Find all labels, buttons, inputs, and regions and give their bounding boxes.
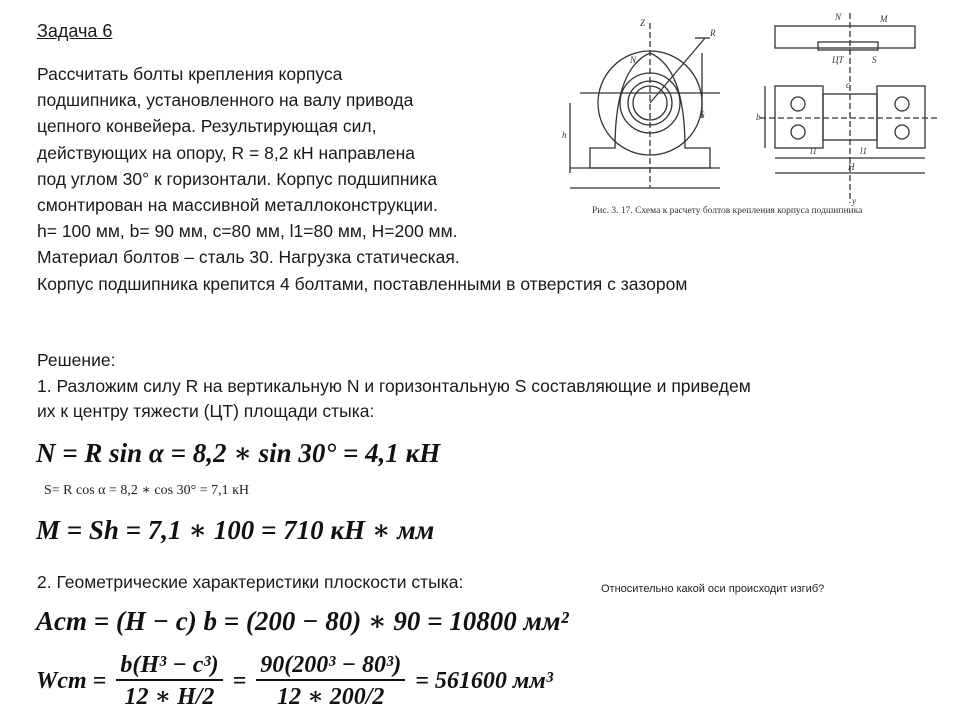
figure-caption: Рис. 3. 17. Схема к расчету болтов крепления корпуса подшипника	[592, 206, 863, 216]
section-2-heading: 2. Геометрические характеристики плоскости стыка:	[37, 572, 464, 592]
svg-text:l1: l1	[810, 146, 818, 156]
svg-text:c: c	[846, 80, 850, 90]
svg-text:h: h	[562, 130, 567, 140]
equation-n: N = R sin α = 8,2 ∗ sin 30° = 4,1 кН	[36, 438, 441, 468]
solution-intro	[37, 348, 751, 425]
task-line: h= 100 мм, b= 90 мм, c=80 мм, l1=80 мм, H=200 мм.	[37, 221, 458, 242]
solution-heading: Решение:	[37, 350, 116, 370]
w-numerator-numeric: 90(200³ − 80³)	[256, 652, 405, 681]
w-numerator-symbolic: b(H³ − c³)	[116, 652, 222, 681]
svg-text:y: y	[852, 196, 856, 206]
task-line: Материал болтов – сталь 30. Нагрузка статическая.	[37, 247, 460, 268]
w-denominator-symbolic: 12 ∗ H/2	[124, 684, 215, 710]
svg-text:Z: Z	[640, 18, 646, 28]
svg-text:l1: l1	[860, 146, 868, 156]
task-line: смонтирован на массивной металлоконструкции.	[37, 195, 438, 216]
solution-line: их к центру тяжести (ЦТ) площади стыка:	[37, 401, 375, 421]
svg-text:M: M	[880, 14, 888, 24]
equals-sign: =	[232, 668, 247, 694]
svg-text:N: N	[835, 12, 842, 22]
task-title: Задача 6	[37, 21, 113, 41]
w-fraction-numeric	[256, 652, 405, 711]
svg-text:H: H	[848, 162, 855, 172]
bearing-housing-figure	[560, 8, 950, 208]
svg-text:R: R	[710, 28, 716, 38]
solution-line: 1. Разложим силу R на вертикальную N и горизонтальную S составляющие и приведем	[37, 375, 751, 396]
w-result: = 561600 мм³	[415, 668, 553, 694]
w-lhs: Wст =	[36, 668, 107, 694]
task-line: действующих на опору, R = 8,2 кН направлена	[37, 142, 416, 163]
svg-text:b: b	[756, 112, 761, 122]
equation-m: M = Sh = 7,1 ∗ 100 = 710 кН ∗ мм	[36, 515, 435, 545]
svg-text:ЦТ: ЦТ	[832, 55, 844, 65]
equation-section-modulus	[36, 652, 553, 711]
svg-text:S: S	[700, 110, 705, 120]
svg-text:S: S	[872, 55, 877, 65]
task-line: Корпус подшипника крепится 4 болтами, поставленными в отверстия с зазором	[37, 273, 688, 294]
task-line: под углом 30° к горизонтали. Корпус подшипника	[37, 168, 438, 189]
svg-text:N: N	[630, 55, 637, 65]
task-line: цепного конвейера. Результирующая сил,	[37, 116, 377, 137]
w-fraction-symbolic	[116, 652, 222, 711]
task-line: Рассчитать болты крепления корпуса	[37, 64, 343, 84]
w-denominator-numeric: 12 ∗ 200/2	[277, 684, 385, 710]
equation-area: Aст = (H − c) b = (200 − 80) ∗ 90 = 10800 мм²	[36, 606, 569, 636]
task-line: подшипника, установленного на валу привода	[37, 90, 414, 111]
side-note: Относительно какой оси происходит изгиб?	[601, 583, 825, 595]
equation-s: S= R cos α = 8,2 ∗ cos 30° = 7,1 кН	[44, 483, 249, 498]
